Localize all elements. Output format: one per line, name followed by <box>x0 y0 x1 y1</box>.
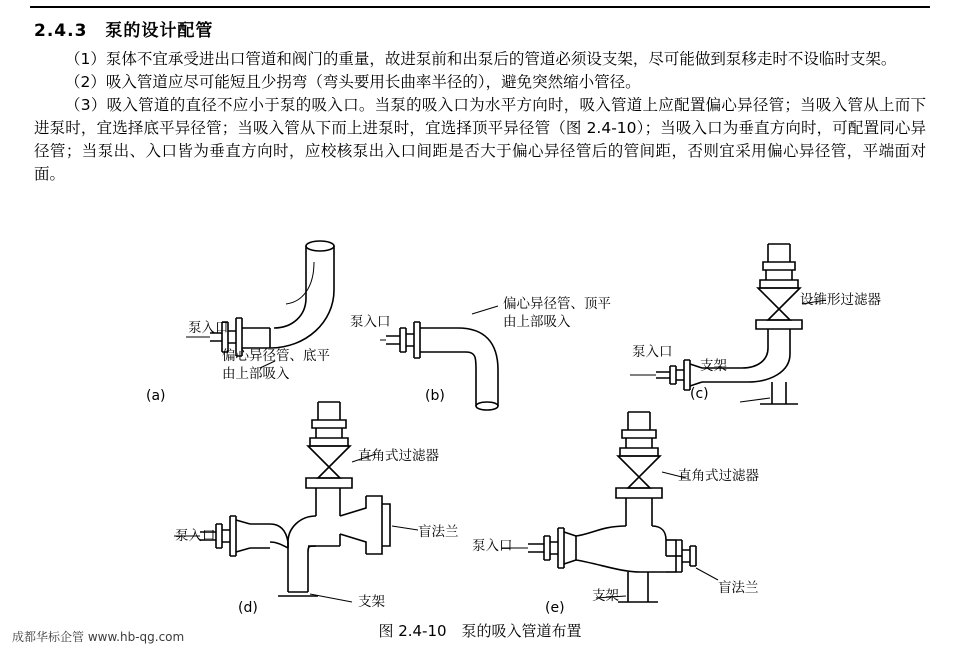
paragraph-1: （1）泵体不宜承受进出口管道和阀门的重量，故进泵前和出泵后的管道必须设支架，尽可能做到泵移走时不设临时支架。 <box>65 50 897 68</box>
section-heading <box>34 16 213 41</box>
sublabel-e: (e) <box>545 600 565 616</box>
sublabel-b: (b) <box>425 388 445 404</box>
figure-2-4-10 <box>0 236 960 636</box>
label-d-blind-flange: 盲法兰 <box>418 524 459 540</box>
diagram-e <box>480 406 810 626</box>
sublabel-d: (d) <box>238 600 258 616</box>
watermark: 成都华标企管 www.hb-qg.com <box>12 630 185 644</box>
label-a-pump-inlet: 泵入口 <box>188 320 229 336</box>
label-c-support: 支架 <box>700 358 727 374</box>
sublabel-c: (c) <box>690 386 709 402</box>
section-number: 2.4.3 <box>34 21 88 41</box>
label-e-blind-flange: 盲法兰 <box>718 580 759 596</box>
label-e-pump-inlet: 泵入口 <box>472 538 513 554</box>
diagram-c <box>620 236 930 406</box>
label-e-right-angle-filter: 直角式过滤器 <box>678 468 759 484</box>
label-c-pump-inlet: 泵入口 <box>632 344 673 360</box>
label-b-suction: 由上部吸入 <box>503 314 571 330</box>
paragraph-3: （3）吸入管道的直径不应小于泵的吸入口。当泵的吸入口为水平方向时，吸入管道上应配置偏心异径管；当吸入管从上而下进泵时，宜选择底平异径管；当吸入管从下而上进泵时，宜选择顶平异径管（图 2.4-10）；当吸入口为垂直方向时，可配置同心异径管；当泵出、入口皆为垂直方向时，应校核泵出入口间距是否大于偏心异径管后的管间距，否则宜采用偏心异径管，平端面对面。 <box>34 96 926 183</box>
body-text <box>34 48 926 186</box>
figure-caption: 图 2.4-10 泵的吸入管道布置 <box>378 622 582 640</box>
label-a-suction: 由上部吸入 <box>222 366 290 382</box>
label-e-support: 支架 <box>592 588 619 604</box>
label-b-pump-inlet: 泵入口 <box>350 314 391 330</box>
label-d-pump-inlet: 泵入口 <box>175 528 216 544</box>
label-c-cone-filter: 设锥形过滤器 <box>800 292 881 308</box>
label-b-reducer: 偏心异径管、顶平 <box>503 296 611 312</box>
diagram-d <box>160 396 490 616</box>
top-rule <box>30 6 930 8</box>
label-d-right-angle-filter: 直角式过滤器 <box>358 448 439 464</box>
paragraph-2: （2）吸入管道应尽可能短且少拐弯（弯头要用长曲率半径的），避免突然缩小管径。 <box>65 73 641 91</box>
section-title: 泵的设计配管 <box>105 21 214 41</box>
sublabel-a: (a) <box>146 388 166 404</box>
label-d-support: 支架 <box>358 594 385 610</box>
label-a-reducer: 偏心异径管、底平 <box>222 348 330 364</box>
